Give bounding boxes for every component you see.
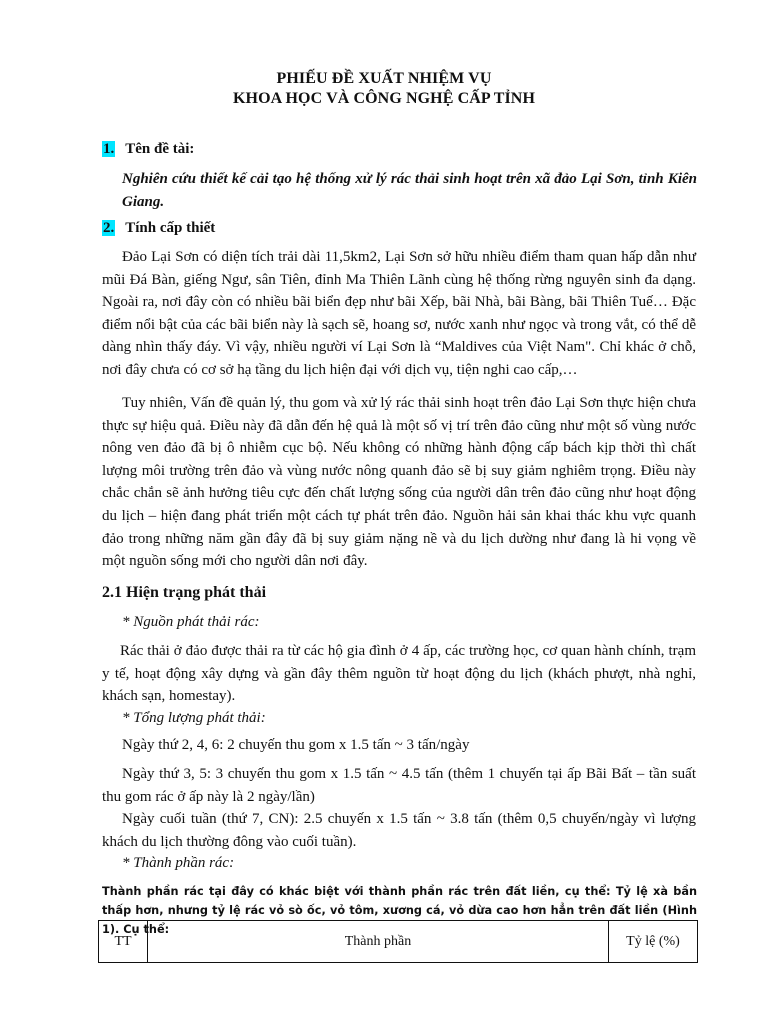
document-title-line1: PHIẾU ĐỀ XUẤT NHIỆM VỤ [276,70,492,87]
composition-label: * Thành phần rác: [122,855,235,871]
urgency-paragraph-1: Đảo Lại Sơn có diện tích trải dài 11,5km2, Lại Sơn sở hữu nhiều điểm tham quan hấp dẫn như mũi Đá Bàn, giếng Ngư, sân Tiên, đỉnh Ma Thiên Lãnh cùng hệ thống rừng nguyên sinh đa dạng. Ngoài ra, nơi đây còn có nhiều bãi biển đẹp như bãi Xếp, bãi Nhà, bãi Bàng, bãi Thiên Tuế… Đặc điểm nổi bật của các bãi biển này là sạch sẽ, hoang sơ, nước xanh như ngọc và trong vắt, có thể dễ dàng nhìn thấy đáy. Vì vậy, nhiều người ví Lại Sơn là “Maldives của Việt Nam". Chỉ khác ở chỗ, nơi đây chưa có cơ sở hạ tầng du lịch hiện đại với dịch vụ, tiện nghi cao cấp,… [102,249,696,378]
emission-source-label: * Nguồn phát thải rác: [122,614,260,630]
section1-number: 1. [103,141,115,157]
section21-heading: 2.1 Hiện trạng phát thải [102,584,267,601]
emission-source-text: Rác thải ở đảo được thải ra từ các hộ gia đình ở 4 ấp, các trường học, cơ quan hành chính, trạm y tế, hoạt động xây dựng và gần đây thêm nguồn từ hoạt động du lịch (khách phượt, nhà nghỉ, khách sạn, homestay). [102,643,696,705]
document-title-line2: KHOA HỌC VÀ CÔNG NGHỆ CẤP TỈNH [233,90,535,107]
collection-line-1: Ngày thứ 2, 4, 6: 2 chuyến thu gom x 1.5 tấn ~ 3 tấn/ngày [122,737,470,753]
topic-title: Nghiên cứu thiết kế cải tạo hệ thống xử lý rác thải sinh hoạt trên xã đảo Lại Sơn, tỉnh Kiên Giang. [122,171,697,210]
collection-line-3: Ngày cuối tuần (thứ 7, CN): 2.5 chuyến x 1.5 tấn ~ 3.8 tấn (thêm 0,5 chuyến/ngày vì lượng khách du lịch thường đông vào cuối tuần). [102,811,696,850]
urgency-paragraph-2: Tuy nhiên, Vấn đề quản lý, thu gom và xử lý rác thải sinh hoạt trên đảo Lại Sơn thực hiện chưa thực sự hiệu quả. Điều này đã dẫn đến hệ quả là một số vị trí trên đảo cũng như một số vùng nước nông ven đảo đã bị ô nhiễm cục bộ. Nếu không có những hành động cấp bách kịp thời thì chất lượng môi trường trên đảo và vùng nước nông quanh đảo sẽ bị suy giảm nghiêm trọng. Điều này chắc chắn sẽ ảnh hưởng tiêu cực đến chất lượng sống của người dân trên đảo cũng như hoạt động du lịch – hiện đang phát triển một cách tự phát trên đảo. Nguồn hải sản khai thác khu vực quanh đảo trong những năm gần đây đã bị suy giảm nặng nề và du lịch dường như đang là hi vọng về một nguồn sống mới cho người dân nơi đây. [102,395,696,570]
section2-title: Tính cấp thiết [125,220,216,236]
table-header-tt: TT [99,921,148,963]
table-header-row [99,921,698,963]
section2-heading [102,220,215,237]
total-emission-label: * Tổng lượng phát thải: [122,710,266,726]
composition-table [98,920,698,963]
section2-number: 2. [103,220,115,236]
section1-heading [102,141,194,158]
collection-line-2: Ngày thứ 3, 5: 3 chuyến thu gom x 1.5 tấn ~ 4.5 tấn (thêm 1 chuyến tại ấp Bãi Bất – tần suất thu gom rác ở ấp này là 2 ngày/lần) [102,766,696,805]
table-header-ratio: Tỷ lệ (%) [609,921,698,963]
composition-text: Thành phần rác tại đây có khác biệt với thành phần rác trên đất liền, cụ thể: Tỷ lệ xà bần thấp hơn, nhưng tỷ lệ rác vỏ sò ốc, vỏ tôm, xương cá, vỏ dừa cao hơn hẳn trên đất liền (Hình 1). Cụ thể: [102,885,697,936]
table-header-component: Thành phần [148,921,609,963]
section1-title: Tên đề tài: [125,141,195,157]
